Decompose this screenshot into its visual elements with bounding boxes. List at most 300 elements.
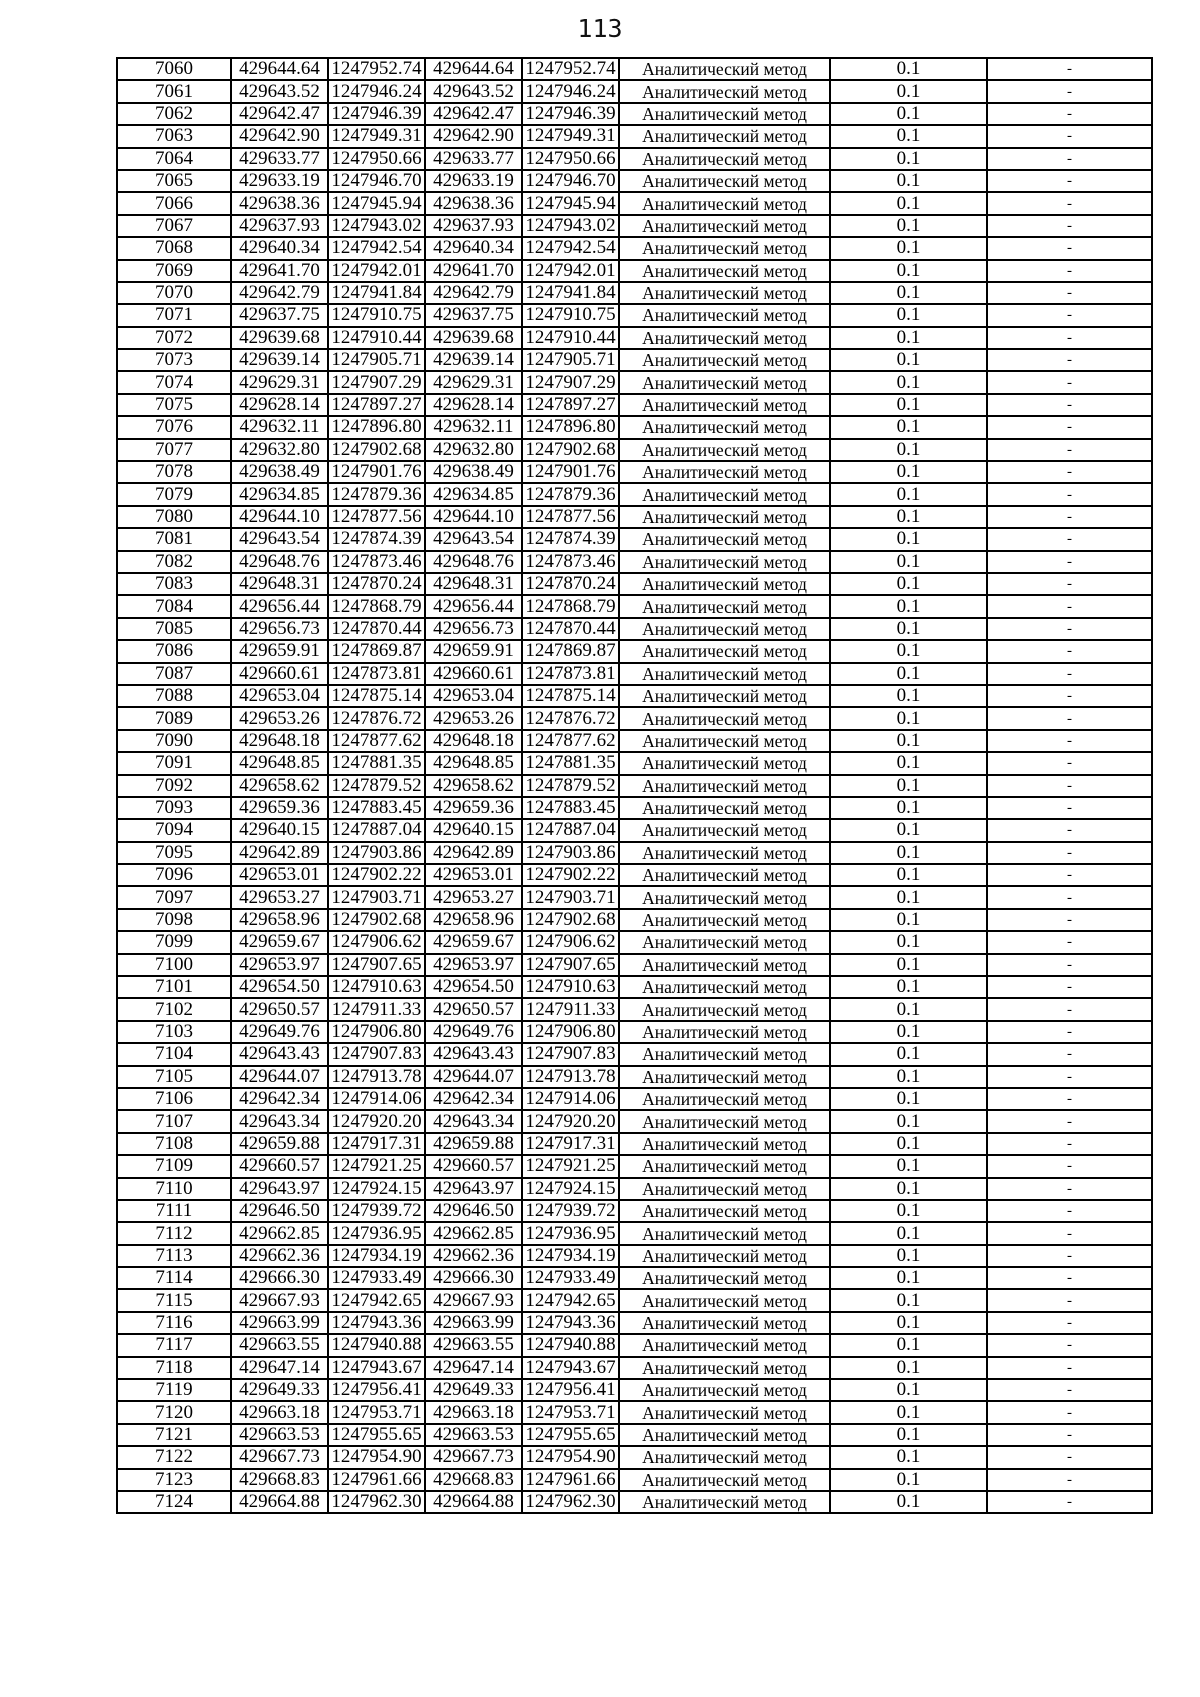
method-cell: Аналитический метод — [619, 461, 830, 483]
table-row — [117, 1491, 1152, 1513]
point-number-cell: 7062 — [117, 103, 231, 125]
y-coordinate-2-cell: 1247906.62 — [522, 931, 619, 953]
method-cell: Аналитический метод — [619, 864, 830, 886]
x-coordinate-cell: 429648.31 — [231, 573, 328, 595]
table-row — [117, 573, 1152, 595]
x-coordinate-cell: 429653.26 — [231, 707, 328, 729]
y-coordinate-cell: 1247910.63 — [328, 976, 425, 998]
point-number-cell: 7118 — [117, 1357, 231, 1379]
note-cell: - — [987, 1043, 1152, 1065]
x-coordinate-2-cell: 429643.54 — [425, 528, 522, 550]
table-row — [117, 954, 1152, 976]
point-number-cell: 7061 — [117, 80, 231, 102]
accuracy-cell: 0.1 — [830, 1021, 987, 1043]
y-coordinate-2-cell: 1247896.80 — [522, 416, 619, 438]
x-coordinate-cell: 429638.49 — [231, 461, 328, 483]
y-coordinate-cell: 1247897.27 — [328, 394, 425, 416]
x-coordinate-2-cell: 429643.34 — [425, 1110, 522, 1132]
x-coordinate-2-cell: 429629.31 — [425, 371, 522, 393]
x-coordinate-cell: 429666.30 — [231, 1267, 328, 1289]
note-cell: - — [987, 371, 1152, 393]
point-number-cell: 7089 — [117, 707, 231, 729]
accuracy-cell: 0.1 — [830, 775, 987, 797]
accuracy-cell: 0.1 — [830, 954, 987, 976]
x-coordinate-2-cell: 429660.61 — [425, 663, 522, 685]
y-coordinate-cell: 1247933.49 — [328, 1267, 425, 1289]
note-cell: - — [987, 886, 1152, 908]
y-coordinate-cell: 1247873.46 — [328, 551, 425, 573]
method-cell: Аналитический метод — [619, 573, 830, 595]
coordinates-table — [116, 57, 1153, 1514]
x-coordinate-2-cell: 429649.33 — [425, 1379, 522, 1401]
point-number-cell: 7124 — [117, 1491, 231, 1513]
y-coordinate-cell: 1247907.29 — [328, 371, 425, 393]
note-cell: - — [987, 103, 1152, 125]
y-coordinate-cell: 1247875.14 — [328, 685, 425, 707]
x-coordinate-cell: 429660.57 — [231, 1155, 328, 1177]
point-number-cell: 7082 — [117, 551, 231, 573]
x-coordinate-cell: 429659.36 — [231, 797, 328, 819]
note-cell: - — [987, 349, 1152, 371]
method-cell: Аналитический метод — [619, 371, 830, 393]
y-coordinate-2-cell: 1247943.67 — [522, 1357, 619, 1379]
table-row — [117, 1289, 1152, 1311]
table-row — [117, 842, 1152, 864]
y-coordinate-cell: 1247910.44 — [328, 327, 425, 349]
method-cell: Аналитический метод — [619, 909, 830, 931]
accuracy-cell: 0.1 — [830, 685, 987, 707]
x-coordinate-2-cell: 429659.67 — [425, 931, 522, 953]
y-coordinate-cell: 1247902.22 — [328, 864, 425, 886]
y-coordinate-cell: 1247907.83 — [328, 1043, 425, 1065]
accuracy-cell: 0.1 — [830, 1424, 987, 1446]
note-cell: - — [987, 1469, 1152, 1491]
y-coordinate-2-cell: 1247953.71 — [522, 1401, 619, 1423]
note-cell: - — [987, 1267, 1152, 1289]
method-cell: Аналитический метод — [619, 1155, 830, 1177]
y-coordinate-cell: 1247874.39 — [328, 528, 425, 550]
x-coordinate-2-cell: 429653.97 — [425, 954, 522, 976]
y-coordinate-2-cell: 1247945.94 — [522, 192, 619, 214]
table-row — [117, 260, 1152, 282]
note-cell: - — [987, 1491, 1152, 1513]
accuracy-cell: 0.1 — [830, 1334, 987, 1356]
y-coordinate-2-cell: 1247874.39 — [522, 528, 619, 550]
accuracy-cell: 0.1 — [830, 215, 987, 237]
method-cell: Аналитический метод — [619, 707, 830, 729]
x-coordinate-2-cell: 429632.11 — [425, 416, 522, 438]
y-coordinate-2-cell: 1247906.80 — [522, 1021, 619, 1043]
y-coordinate-2-cell: 1247877.62 — [522, 730, 619, 752]
note-cell: - — [987, 327, 1152, 349]
table-row — [117, 551, 1152, 573]
accuracy-cell: 0.1 — [830, 506, 987, 528]
method-cell: Аналитический метод — [619, 506, 830, 528]
note-cell: - — [987, 707, 1152, 729]
x-coordinate-2-cell: 429647.14 — [425, 1357, 522, 1379]
y-coordinate-cell: 1247920.20 — [328, 1110, 425, 1132]
method-cell: Аналитический метод — [619, 1021, 830, 1043]
method-cell: Аналитический метод — [619, 1446, 830, 1468]
table-row — [117, 752, 1152, 774]
x-coordinate-cell: 429637.75 — [231, 304, 328, 326]
note-cell: - — [987, 573, 1152, 595]
method-cell: Аналитический метод — [619, 439, 830, 461]
accuracy-cell: 0.1 — [830, 461, 987, 483]
y-coordinate-2-cell: 1247903.86 — [522, 842, 619, 864]
point-number-cell: 7095 — [117, 842, 231, 864]
point-number-cell: 7071 — [117, 304, 231, 326]
x-coordinate-2-cell: 429662.85 — [425, 1222, 522, 1244]
accuracy-cell: 0.1 — [830, 618, 987, 640]
table-row — [117, 215, 1152, 237]
x-coordinate-cell: 429646.50 — [231, 1200, 328, 1222]
y-coordinate-2-cell: 1247902.68 — [522, 439, 619, 461]
y-coordinate-cell: 1247870.24 — [328, 573, 425, 595]
table-row — [117, 1424, 1152, 1446]
table-row — [117, 1401, 1152, 1423]
point-number-cell: 7088 — [117, 685, 231, 707]
y-coordinate-2-cell: 1247868.79 — [522, 595, 619, 617]
y-coordinate-cell: 1247876.72 — [328, 707, 425, 729]
y-coordinate-2-cell: 1247910.63 — [522, 976, 619, 998]
x-coordinate-cell: 429663.99 — [231, 1312, 328, 1334]
note-cell: - — [987, 282, 1152, 304]
method-cell: Аналитический метод — [619, 1110, 830, 1132]
table-row — [117, 1469, 1152, 1491]
note-cell: - — [987, 416, 1152, 438]
y-coordinate-2-cell: 1247907.83 — [522, 1043, 619, 1065]
x-coordinate-cell: 429658.96 — [231, 909, 328, 931]
x-coordinate-2-cell: 429642.79 — [425, 282, 522, 304]
x-coordinate-cell: 429643.54 — [231, 528, 328, 550]
x-coordinate-cell: 429628.14 — [231, 394, 328, 416]
y-coordinate-cell: 1247946.24 — [328, 80, 425, 102]
x-coordinate-2-cell: 429646.50 — [425, 1200, 522, 1222]
x-coordinate-cell: 429649.33 — [231, 1379, 328, 1401]
x-coordinate-2-cell: 429658.62 — [425, 775, 522, 797]
accuracy-cell: 0.1 — [830, 1312, 987, 1334]
y-coordinate-2-cell: 1247946.24 — [522, 80, 619, 102]
method-cell: Аналитический метод — [619, 1312, 830, 1334]
x-coordinate-cell: 429643.34 — [231, 1110, 328, 1132]
method-cell: Аналитический метод — [619, 1401, 830, 1423]
table-row — [117, 1312, 1152, 1334]
point-number-cell: 7063 — [117, 125, 231, 147]
point-number-cell: 7075 — [117, 394, 231, 416]
y-coordinate-2-cell: 1247913.78 — [522, 1066, 619, 1088]
point-number-cell: 7087 — [117, 663, 231, 685]
x-coordinate-2-cell: 429656.73 — [425, 618, 522, 640]
table-row — [117, 483, 1152, 505]
table-row — [117, 1043, 1152, 1065]
y-coordinate-2-cell: 1247905.71 — [522, 349, 619, 371]
y-coordinate-cell: 1247955.65 — [328, 1424, 425, 1446]
x-coordinate-2-cell: 429663.55 — [425, 1334, 522, 1356]
x-coordinate-cell: 429639.14 — [231, 349, 328, 371]
y-coordinate-2-cell: 1247943.36 — [522, 1312, 619, 1334]
method-cell: Аналитический метод — [619, 1222, 830, 1244]
accuracy-cell: 0.1 — [830, 551, 987, 573]
method-cell: Аналитический метод — [619, 1424, 830, 1446]
x-coordinate-cell: 429644.07 — [231, 1066, 328, 1088]
x-coordinate-cell: 429654.50 — [231, 976, 328, 998]
x-coordinate-cell: 429659.91 — [231, 640, 328, 662]
x-coordinate-2-cell: 429654.50 — [425, 976, 522, 998]
page-number: 113 — [577, 14, 623, 43]
method-cell: Аналитический метод — [619, 215, 830, 237]
accuracy-cell: 0.1 — [830, 819, 987, 841]
point-number-cell: 7104 — [117, 1043, 231, 1065]
table-row — [117, 80, 1152, 102]
y-coordinate-2-cell: 1247917.31 — [522, 1133, 619, 1155]
x-coordinate-2-cell: 429642.47 — [425, 103, 522, 125]
y-coordinate-2-cell: 1247877.56 — [522, 506, 619, 528]
x-coordinate-cell: 429648.76 — [231, 551, 328, 573]
point-number-cell: 7102 — [117, 998, 231, 1020]
accuracy-cell: 0.1 — [830, 976, 987, 998]
note-cell: - — [987, 1110, 1152, 1132]
x-coordinate-cell: 429663.18 — [231, 1401, 328, 1423]
y-coordinate-cell: 1247943.67 — [328, 1357, 425, 1379]
note-cell: - — [987, 819, 1152, 841]
x-coordinate-2-cell: 429649.76 — [425, 1021, 522, 1043]
accuracy-cell: 0.1 — [830, 1267, 987, 1289]
method-cell: Аналитический метод — [619, 1245, 830, 1267]
y-coordinate-2-cell: 1247901.76 — [522, 461, 619, 483]
point-number-cell: 7123 — [117, 1469, 231, 1491]
table-row — [117, 819, 1152, 841]
x-coordinate-2-cell: 429648.31 — [425, 573, 522, 595]
point-number-cell: 7078 — [117, 461, 231, 483]
point-number-cell: 7107 — [117, 1110, 231, 1132]
method-cell: Аналитический метод — [619, 752, 830, 774]
note-cell: - — [987, 976, 1152, 998]
x-coordinate-cell: 429644.64 — [231, 58, 328, 80]
method-cell: Аналитический метод — [619, 998, 830, 1020]
y-coordinate-cell: 1247946.39 — [328, 103, 425, 125]
accuracy-cell: 0.1 — [830, 1178, 987, 1200]
x-coordinate-2-cell: 429643.97 — [425, 1178, 522, 1200]
method-cell: Аналитический метод — [619, 775, 830, 797]
accuracy-cell: 0.1 — [830, 707, 987, 729]
accuracy-cell: 0.1 — [830, 416, 987, 438]
note-cell: - — [987, 663, 1152, 685]
method-cell: Аналитический метод — [619, 394, 830, 416]
point-number-cell: 7074 — [117, 371, 231, 393]
x-coordinate-2-cell: 429650.57 — [425, 998, 522, 1020]
note-cell: - — [987, 80, 1152, 102]
accuracy-cell: 0.1 — [830, 573, 987, 595]
x-coordinate-cell: 429653.97 — [231, 954, 328, 976]
x-coordinate-cell: 429641.70 — [231, 260, 328, 282]
table-row — [117, 1357, 1152, 1379]
accuracy-cell: 0.1 — [830, 931, 987, 953]
accuracy-cell: 0.1 — [830, 1043, 987, 1065]
table-row — [117, 125, 1152, 147]
x-coordinate-2-cell: 429642.90 — [425, 125, 522, 147]
x-coordinate-cell: 429662.36 — [231, 1245, 328, 1267]
table-row — [117, 1178, 1152, 1200]
y-coordinate-2-cell: 1247920.20 — [522, 1110, 619, 1132]
method-cell: Аналитический метод — [619, 640, 830, 662]
note-cell: - — [987, 1312, 1152, 1334]
y-coordinate-2-cell: 1247942.65 — [522, 1289, 619, 1311]
accuracy-cell: 0.1 — [830, 998, 987, 1020]
x-coordinate-cell: 429643.97 — [231, 1178, 328, 1200]
point-number-cell: 7069 — [117, 260, 231, 282]
method-cell: Аналитический метод — [619, 103, 830, 125]
point-number-cell: 7122 — [117, 1446, 231, 1468]
x-coordinate-cell: 429634.85 — [231, 483, 328, 505]
table-row — [117, 282, 1152, 304]
method-cell: Аналитический метод — [619, 528, 830, 550]
x-coordinate-2-cell: 429659.91 — [425, 640, 522, 662]
x-coordinate-cell: 429640.34 — [231, 237, 328, 259]
x-coordinate-2-cell: 429664.88 — [425, 1491, 522, 1513]
note-cell: - — [987, 551, 1152, 573]
y-coordinate-2-cell: 1247875.14 — [522, 685, 619, 707]
method-cell: Аналитический метод — [619, 1133, 830, 1155]
point-number-cell: 7065 — [117, 170, 231, 192]
table-row — [117, 1066, 1152, 1088]
accuracy-cell: 0.1 — [830, 752, 987, 774]
method-cell: Аналитический метод — [619, 125, 830, 147]
x-coordinate-2-cell: 429633.77 — [425, 148, 522, 170]
note-cell: - — [987, 954, 1152, 976]
y-coordinate-2-cell: 1247946.39 — [522, 103, 619, 125]
x-coordinate-2-cell: 429667.93 — [425, 1289, 522, 1311]
point-number-cell: 7091 — [117, 752, 231, 774]
x-coordinate-2-cell: 429656.44 — [425, 595, 522, 617]
point-number-cell: 7060 — [117, 58, 231, 80]
accuracy-cell: 0.1 — [830, 1357, 987, 1379]
accuracy-cell: 0.1 — [830, 148, 987, 170]
x-coordinate-2-cell: 429632.80 — [425, 439, 522, 461]
note-cell: - — [987, 439, 1152, 461]
table-row — [117, 663, 1152, 685]
y-coordinate-2-cell: 1247961.66 — [522, 1469, 619, 1491]
x-coordinate-cell: 429659.67 — [231, 931, 328, 953]
x-coordinate-cell: 429667.93 — [231, 1289, 328, 1311]
accuracy-cell: 0.1 — [830, 663, 987, 685]
table-row — [117, 349, 1152, 371]
y-coordinate-2-cell: 1247870.24 — [522, 573, 619, 595]
accuracy-cell: 0.1 — [830, 170, 987, 192]
table-row — [117, 1379, 1152, 1401]
table-row — [117, 685, 1152, 707]
x-coordinate-cell: 429642.89 — [231, 842, 328, 864]
accuracy-cell: 0.1 — [830, 237, 987, 259]
x-coordinate-cell: 429642.79 — [231, 282, 328, 304]
table-row — [117, 506, 1152, 528]
point-number-cell: 7109 — [117, 1155, 231, 1177]
x-coordinate-2-cell: 429640.15 — [425, 819, 522, 841]
y-coordinate-cell: 1247896.80 — [328, 416, 425, 438]
accuracy-cell: 0.1 — [830, 260, 987, 282]
accuracy-cell: 0.1 — [830, 842, 987, 864]
y-coordinate-cell: 1247877.62 — [328, 730, 425, 752]
x-coordinate-2-cell: 429642.34 — [425, 1088, 522, 1110]
note-cell: - — [987, 909, 1152, 931]
point-number-cell: 7090 — [117, 730, 231, 752]
method-cell: Аналитический метод — [619, 618, 830, 640]
note-cell: - — [987, 640, 1152, 662]
point-number-cell: 7117 — [117, 1334, 231, 1356]
x-coordinate-cell: 429658.62 — [231, 775, 328, 797]
note-cell: - — [987, 1133, 1152, 1155]
x-coordinate-2-cell: 429659.36 — [425, 797, 522, 819]
point-number-cell: 7079 — [117, 483, 231, 505]
point-number-cell: 7086 — [117, 640, 231, 662]
accuracy-cell: 0.1 — [830, 1222, 987, 1244]
y-coordinate-cell: 1247943.02 — [328, 215, 425, 237]
x-coordinate-2-cell: 429668.83 — [425, 1469, 522, 1491]
note-cell: - — [987, 1289, 1152, 1311]
method-cell: Аналитический метод — [619, 282, 830, 304]
note-cell: - — [987, 58, 1152, 80]
note-cell: - — [987, 215, 1152, 237]
y-coordinate-cell: 1247906.80 — [328, 1021, 425, 1043]
table-row — [117, 1267, 1152, 1289]
y-coordinate-cell: 1247941.84 — [328, 282, 425, 304]
y-coordinate-2-cell: 1247962.30 — [522, 1491, 619, 1513]
method-cell: Аналитический метод — [619, 595, 830, 617]
y-coordinate-cell: 1247946.70 — [328, 170, 425, 192]
y-coordinate-2-cell: 1247950.66 — [522, 148, 619, 170]
accuracy-cell: 0.1 — [830, 1245, 987, 1267]
method-cell: Аналитический метод — [619, 1088, 830, 1110]
x-coordinate-cell: 429642.34 — [231, 1088, 328, 1110]
y-coordinate-cell: 1247910.75 — [328, 304, 425, 326]
note-cell: - — [987, 864, 1152, 886]
y-coordinate-2-cell: 1247939.72 — [522, 1200, 619, 1222]
method-cell: Аналитический метод — [619, 260, 830, 282]
point-number-cell: 7114 — [117, 1267, 231, 1289]
x-coordinate-2-cell: 429640.34 — [425, 237, 522, 259]
point-number-cell: 7121 — [117, 1424, 231, 1446]
x-coordinate-cell: 429633.19 — [231, 170, 328, 192]
note-cell: - — [987, 170, 1152, 192]
point-number-cell: 7119 — [117, 1379, 231, 1401]
point-number-cell: 7085 — [117, 618, 231, 640]
x-coordinate-cell: 429659.88 — [231, 1133, 328, 1155]
point-number-cell: 7081 — [117, 528, 231, 550]
x-coordinate-2-cell: 429633.19 — [425, 170, 522, 192]
note-cell: - — [987, 304, 1152, 326]
table-row — [117, 931, 1152, 953]
note-cell: - — [987, 1222, 1152, 1244]
accuracy-cell: 0.1 — [830, 1401, 987, 1423]
x-coordinate-cell: 429653.27 — [231, 886, 328, 908]
x-coordinate-cell: 429668.83 — [231, 1469, 328, 1491]
accuracy-cell: 0.1 — [830, 1200, 987, 1222]
y-coordinate-2-cell: 1247943.02 — [522, 215, 619, 237]
point-number-cell: 7105 — [117, 1066, 231, 1088]
table-row — [117, 103, 1152, 125]
y-coordinate-cell: 1247939.72 — [328, 1200, 425, 1222]
note-cell: - — [987, 237, 1152, 259]
note-cell: - — [987, 1021, 1152, 1043]
point-number-cell: 7111 — [117, 1200, 231, 1222]
y-coordinate-2-cell: 1247941.84 — [522, 282, 619, 304]
note-cell: - — [987, 685, 1152, 707]
note-cell: - — [987, 1178, 1152, 1200]
point-number-cell: 7073 — [117, 349, 231, 371]
x-coordinate-cell: 429643.43 — [231, 1043, 328, 1065]
table-row — [117, 1200, 1152, 1222]
y-coordinate-cell: 1247883.45 — [328, 797, 425, 819]
